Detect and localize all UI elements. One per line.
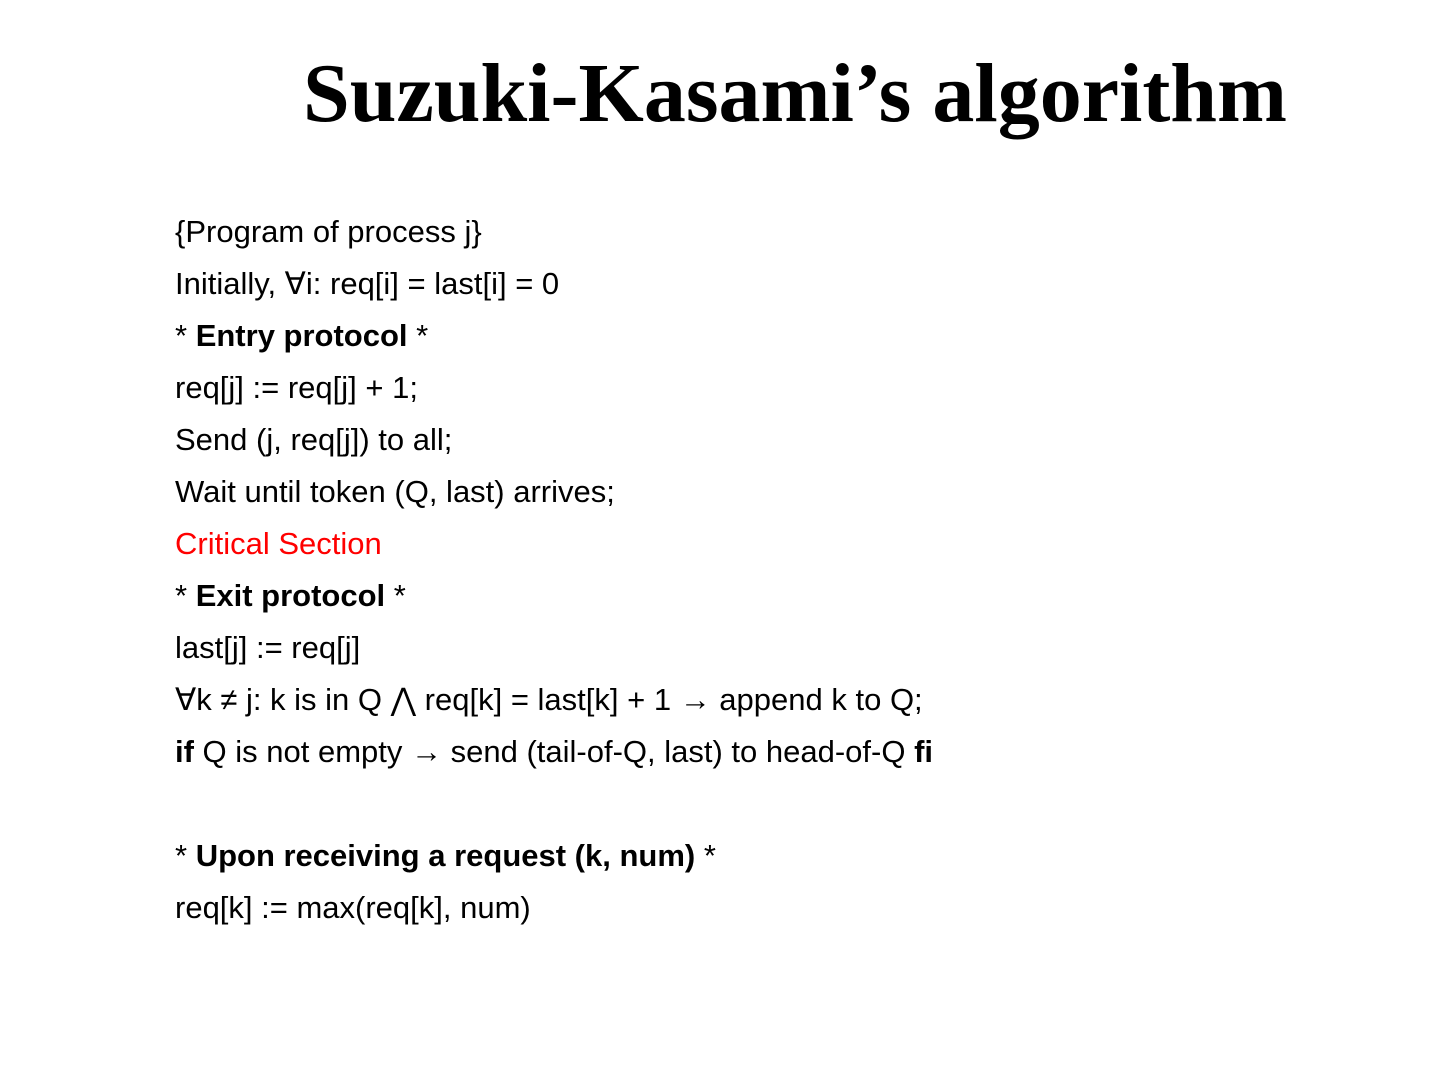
entry-protocol-prefix: * [175,318,196,353]
receive-request-label: Upon receiving a request (k, num) [195,838,696,873]
update-last-line: last[j] := req[j] [175,630,361,665]
exit-protocol-prefix: * [175,578,196,613]
send-token-text: Q is not empty → send (tail-of-Q, last) to head-of-Q [193,734,915,769]
algorithm-body [175,208,1375,936]
blank-line [175,780,1375,832]
entry-protocol-label: Entry protocol [195,318,408,353]
send-token-line [175,728,1375,780]
append-queue-line: ∀k ≠ j: k is in Q ⋀ req[k] = last[k] + 1 → append k to Q; [175,682,923,717]
exit-protocol-label: Exit protocol [195,578,386,613]
exit-protocol-heading [175,572,1375,624]
receive-request-prefix: * [175,838,196,873]
keyword-if: if [175,734,194,769]
entry-protocol-suffix: * [407,318,429,353]
wait-token-line: Wait until token (Q, last) arrives; [175,474,615,509]
receive-request-suffix: * [695,838,716,873]
send-request-line: Send (j, req[j]) to all; [175,422,453,457]
update-request-line: req[k] := max(req[k], num) [175,890,531,925]
slide-title: Suzuki-Kasami’s algorithm [303,47,1287,140]
exit-protocol-suffix: * [385,578,406,613]
critical-section-line: Critical Section [175,526,382,561]
initialization-line: Initially, ∀i: req[i] = last[i] = 0 [175,266,560,301]
program-header-line: {Program of process j} [175,214,482,249]
increment-request-line: req[j] := req[j] + 1; [175,370,418,405]
entry-protocol-heading [175,312,1375,364]
keyword-fi: fi [914,734,934,769]
receive-request-heading [175,832,1375,884]
